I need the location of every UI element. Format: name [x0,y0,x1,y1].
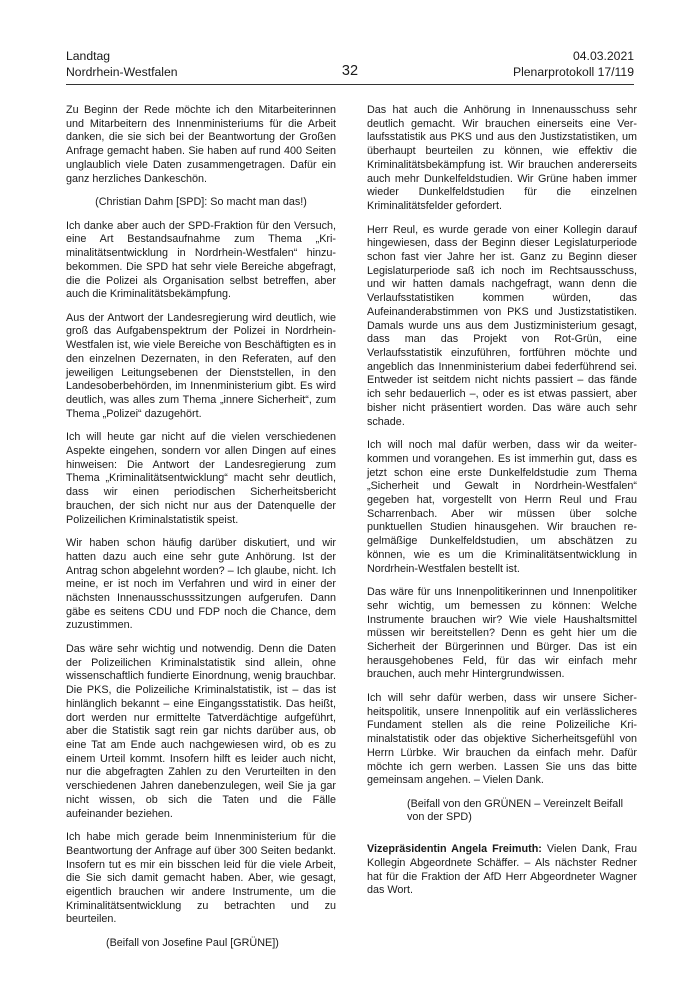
paragraph: Ich will noch mal dafür werben, dass wir da weiterkommen und vorangehen. Es ist immerhin gut, dass es jetzt schon eine erste Dunkelfeldstudie zum Thema „Sicherheit und Gewalt in Nordrhein-Westfalen“ gegeben hat, vorgestellt von Herrn Reul und Frau Scharrenbach. Aber wir müssen über solche punktuellen Studien hinausgehen. Wir brauchen regelmäßige Dunkelfeldstudien, um abschätzen zu können, wie es um die Kriminalitätsentwicklung in Nordrhein-Westfalen bestellt ist. [367,439,637,575]
paragraph: Aus der Antwort der Landesregierung wird deutlich, wie groß das Aufgabenspektrum der Polizei in Nordrhein-Westfalen ist, wie viele Bereiche von Beschäftigten es in den einzelnen Dezernaten, in den Referaten, auf den jeweiligen Leitungsebenen der Dienststellen, in den Landesoberbehörden, im Innenministerium gibt. Es wird deutlich, was alles zum Thema „innere Sicherheit“, zum Thema „Polizei“ dazugehört. [66,311,336,420]
paragraph: Das hat auch die Anhörung in Innenausschuss sehr deutlich gemacht. Wir brauchen einerseits eine Verlaufsstatistik aus PKS und aus den Justizstatistiken, um überhaupt beurteilen zu können, wie effektiv die Kriminalitätsbekämpfung ist. Wir brauchen andererseits auch mehr Dunkelfeldstudien. Wir Grüne haben immer wieder Dunkelfeldstudien für die einzelnen Kriminalitätsfelder gefordert. [367,104,637,213]
paragraph: Zu Beginn der Rede möchte ich den Mitarbeiterinnen und Mitarbeitern des Innenministeriums für die Arbeit danken, die sie sich bei der Beantwortung der Großen Anfrage gemacht haben. Sie haben auf rund 400 Seiten unglaublich viele Daten zusammengetragen. Dafür ein ganz herzliches Dankeschön. [66,104,336,185]
header-divider [66,84,634,85]
speaker-name: Vizepräsidentin Angela Freimuth: [367,843,542,856]
header-right [513,48,634,80]
paragraph: Ich will sehr dafür werben, dass wir unsere Sicherheitspolitik, unsere Innenpolitik auf ein verlässlicheres Fundament stellen als die reine Polizeiliche Kriminalstatistik oder das objektive Sicherheitsgefühl von Herrn Lürbke. Wir brauchen da einfach mehr. Dafür möchte ich gern werben. Lassen Sie uns das bitte gemeinsam angehen. – Vielen Dank. [367,691,637,787]
paragraph: Ich will heute gar nicht auf die vielen verschiedenen Aspekte eingehen, sondern vor allen Dingen auf eines hinweisen: Die Antwort der Landesregierung zum Thema „Kriminalitätsentwicklung“ macht sehr deutlich, dass wir einen periodischen Sicherheitsbericht brauchen, der sich nicht nur aus der Datenquelle der Polizeilichen Kriminalstatistik speist. [66,431,336,526]
speaker-text: Vielen Dank, Frau Kollegin Abgeordnete Schäffer. – Als nächster Redner hat für die Fraktion der AfD Herr Abgeordneter Wagner das Wort. [367,843,637,897]
paragraph: Das wäre sehr wichtig und notwendig. Denn die Daten der Polizeilichen Kriminalstatistik sind allein, ohne wissenschaftlich fundierte Einordnung, wenig brauchbar. Die PKS, die Polizeiliche Kriminalstatistik, ist – das ist hinlänglich bekannt – eine Eingangsstatistik. Das heißt, dort werden nur ermittelte Tatverdächtige aufgeführt, aber die Statistik sagt rein gar nichts darüber aus, ob eine Tat am Ende auch nachgewiesen wird, ob es zu einem Urteil kommt. Insofern hilft es leider auch nicht, nur die abgefragten Zahlen zu den Verurteilten in den verschiedenen Jahren danebenzulegen, weil Sie ja gar nicht wissen, ob sich die Taten und die Fälle aufeinander beziehen. [66,642,336,820]
session-date: 04.03.2021 [573,49,634,63]
paragraph: Wir haben schon häufig darüber diskutiert, und wir hatten dazu auch eine sehr gute Anhörung. Ist der Antrag schon abgelehnt worden? – Ich glaube, nicht. Ich meine, er ist noch im Verfahren und wird in einer der nächsten Innenausschusssitzungen aufgerufen. Dann gäbe es seitens CDU und FDP noch die Chance, dem zuzustimmen. [66,537,336,632]
paragraph: Ich danke aber auch der SPD-Fraktion für den Versuch, eine Art Bestandsaufnahme zum Thema „Kriminalitätsentwicklung in Nordrhein-Westfalen“ hinzubekommen. Die SPD hat sehr viele Bereiche abgefragt, die die Polizei als Organisation selbst betreffen, aber auch die Kriminalitätsbekämpfung. [66,219,336,301]
paragraph: Ich habe mich gerade beim Innenministerium für die Beantwortung der Anfrage auf über 300 Seiten bedankt. Insofern tut es mir ein bisschen leid für die viele Arbeit, die Sie sich damit gemacht haben. Aber, wie gesagt, eigentlich brauchen wir andere Instrumente, um die Kriminalitätsentwicklung zu betrachten und zu beurteilen. [66,831,336,926]
right-column [367,104,637,908]
interjection: (Beifall von den GRÜNEN – Vereinzelt Beifall von der SPD) [407,797,624,824]
paragraph: Herr Reul, es wurde gerade von einer Kollegin darauf hingewiesen, dass der Beginn dieser Legislaturperiode schon fast vier Jahre her ist. Ganz zu Beginn dieser Legislaturperiode saß ich noch im Rechtsausschuss, und wir hatten damals nachgefragt, wann denn die Verlaufsstatistiken kommen würden, das Aufeinanderabstimmen von PKS und Justizstatistiken. Damals wurde uns aus dem Justizministerium gesagt, dass man das Projekt von Rot-Grün, eine Verlaufsstatistik einzuführen, fortführen möchte und angeblich das Innenministerium dabei federführend sei. Entweder ist seitdem nicht nichts passiert – das fände ich sehr bedauerlich –, oder es ist etwas passiert, aber bisher nicht präsentiert worden. Das wäre auch sehr schade. [367,223,637,428]
page-number: 32 [341,63,359,79]
protocol-number: Plenarprotokoll 17/119 [512,65,634,79]
paragraph: Das wäre für uns Innenpolitikerinnen und Innenpolitiker sehr wichtig, um bemessen zu können: Welche Instrumente brauchen wir? Wie viele Haushaltsmittel müssen wir bereitstellen? Denn es geht hier um die Sicherheit der Bürgerinnen und Bürger. Das ist ein herausgehobenes Feld, für das wir einfach mehr brauchen, auch mehr Hintergrundwissen. [367,586,637,681]
interjection: (Christian Dahm [SPD]: So macht man das!) [95,196,307,209]
interjection: (Beifall von Josefine Paul [GRÜNE]) [106,936,279,949]
speaker-paragraph [367,843,637,898]
state-name: Nordrhein-Westfalen [66,65,178,79]
parliament-name: Landtag [66,49,111,63]
left-column [66,104,336,960]
